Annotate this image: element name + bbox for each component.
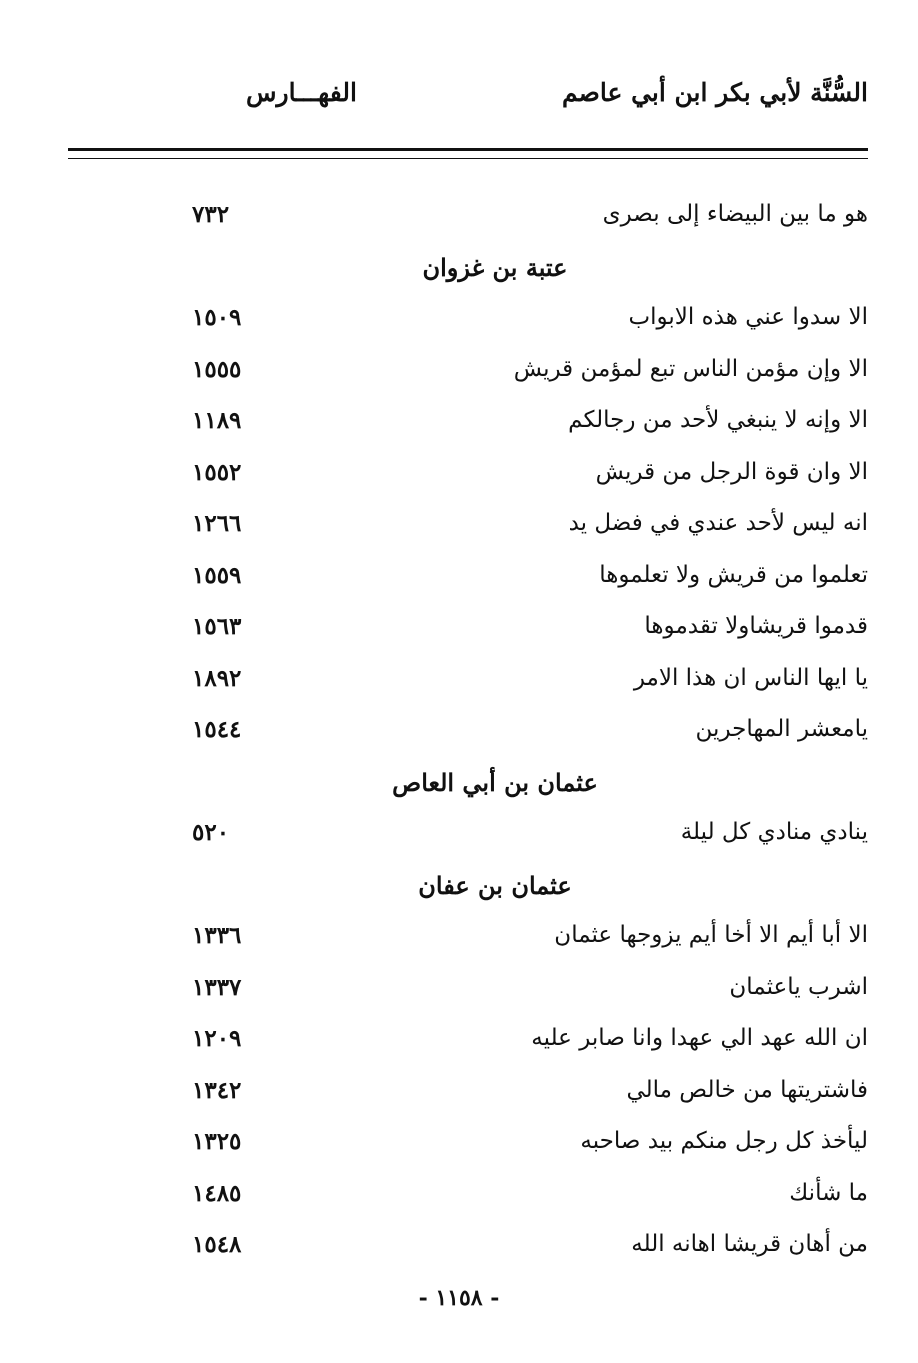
index-entry (0, 296, 918, 348)
heading-text: عثمان بن أبي العاص (392, 767, 598, 797)
entry-text: قدموا قريشاولا تقدموها (644, 613, 868, 639)
entry-text: الا وإنه لا ينبغي لأحد من رجالكم (568, 407, 868, 433)
entry-number: ١٥٤٨ (192, 1231, 242, 1258)
index-entry (0, 348, 918, 400)
index-entry (0, 1223, 918, 1275)
section-title: الفهـــارس (246, 78, 357, 107)
index-entry (0, 1017, 918, 1069)
index-entry (0, 451, 918, 503)
entry-number: ١٨٩٢ (192, 664, 242, 692)
entry-number: ١٢٠٩ (192, 1025, 242, 1052)
entry-number: ١٥٥٥ (192, 355, 242, 383)
entry-number: ١٢٦٦ (192, 510, 242, 537)
entry-text: ليأخذ كل رجل منكم بيد صاحبه (580, 1128, 868, 1154)
entry-number: ١٣٣٦ (192, 922, 242, 949)
entry-text: انه ليس لأحد عندي في فضل يد (568, 510, 868, 536)
entry-text: الا وإن مؤمن الناس تبع لمؤمن قريش (513, 355, 868, 382)
header-rule-thick (68, 148, 868, 151)
entry-text: تعلموا من قريش ولا تعلموها (599, 561, 868, 588)
entry-text: الا وان قوة الرجل من قريش (595, 458, 868, 485)
entry-number: ١٣٢٥ (192, 1128, 242, 1155)
entry-number: ١٥٦٣ (192, 613, 242, 640)
entry-text: الا أبا أيم الا أخا أيم يزوجها عثمان (554, 922, 868, 948)
header-rule-thin (68, 158, 868, 159)
index-entry (0, 1069, 918, 1121)
index-entry (0, 811, 918, 863)
entry-text: ما شأنك (789, 1179, 868, 1206)
entry-text: يامعشر المهاجرين (695, 716, 868, 742)
entry-number: ٧٣٢ (192, 201, 230, 228)
entry-number: ١٣٣٧ (192, 973, 242, 1001)
entry-text: من أهان قريشا اهانه الله (631, 1231, 868, 1257)
entry-text: الا سدوا عني هذه الابواب (628, 304, 868, 330)
entry-text: اشرب ياعثمان (729, 973, 868, 1000)
entry-number: ١١٨٩ (192, 407, 242, 434)
entry-number: ١٥٠٩ (192, 304, 242, 331)
heading-text: عتبة بن غزوان (422, 252, 568, 282)
entry-number: ١٣٤٢ (192, 1076, 242, 1104)
entry-text: يا ايها الناس ان هذا الامر (633, 664, 868, 691)
index-heading (0, 863, 918, 915)
index-entry (0, 193, 918, 245)
index-entry (0, 399, 918, 451)
entry-number: ١٥٥٩ (192, 561, 242, 589)
index-entry (0, 554, 918, 606)
entry-number: ٥٢٠ (192, 819, 230, 846)
index-heading (0, 245, 918, 297)
index-entry (0, 605, 918, 657)
index-heading (0, 760, 918, 812)
book-title: السُّنَّة لأبي بكر ابن أبي عاصم (561, 78, 868, 107)
entry-number: ١٤٨٥ (192, 1179, 242, 1207)
index-entry (0, 1120, 918, 1172)
entry-text: ان الله عهد الي عهدا وانا صابر عليه (531, 1025, 868, 1051)
index-entry (0, 708, 918, 760)
index-entry (0, 502, 918, 554)
index-entry (0, 914, 918, 966)
entry-text: ينادي منادي كل ليلة (680, 819, 868, 845)
entry-number: ١٥٥٢ (192, 458, 242, 486)
heading-text: عثمان بن عفان (418, 870, 572, 900)
index-entry (0, 966, 918, 1018)
page-header (68, 78, 868, 118)
index-entry (0, 1172, 918, 1224)
entry-text: فاشتريتها من خالص مالي (626, 1076, 868, 1103)
page-number: - ١١٥٨ - (418, 1285, 500, 1311)
entry-number: ١٥٤٤ (192, 716, 242, 743)
entry-text: هو ما بين البيضاء إلى بصرى (602, 201, 868, 227)
index-entry (0, 657, 918, 709)
index-entries (0, 193, 918, 1275)
